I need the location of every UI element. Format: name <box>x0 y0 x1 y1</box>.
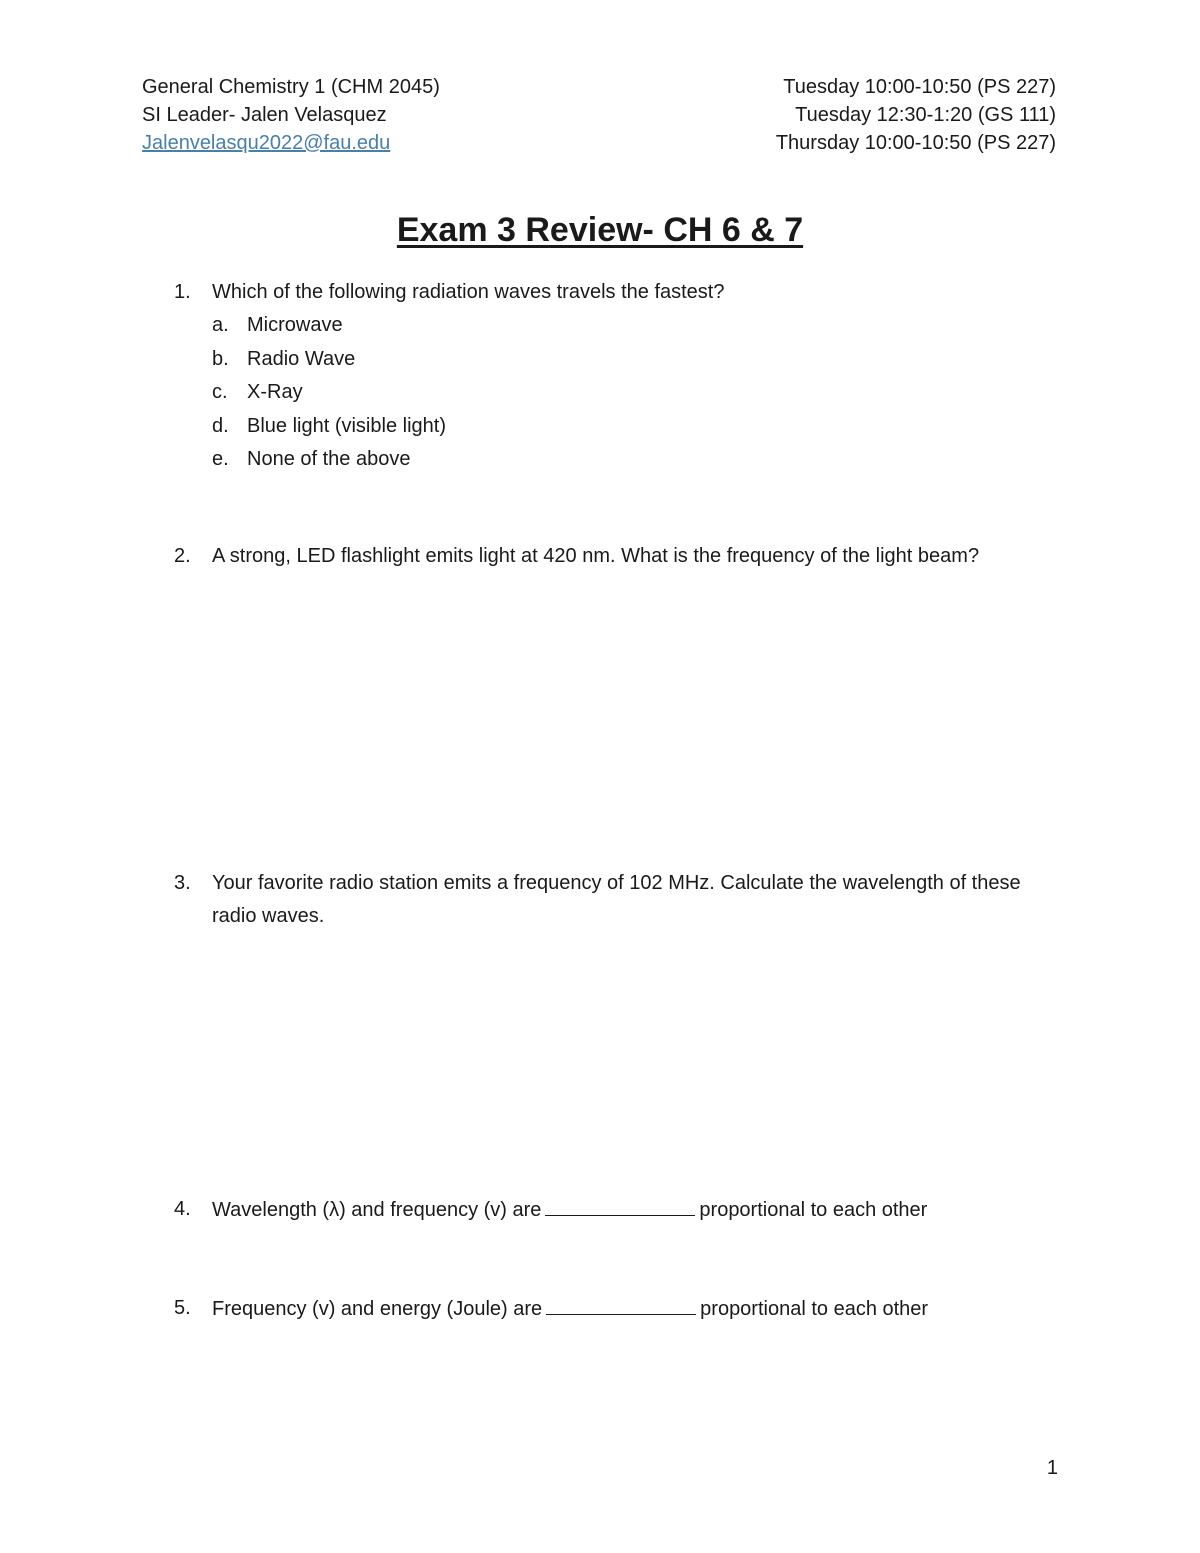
option-letter: c. <box>212 381 228 403</box>
course-name: General Chemistry 1 (CHM 2045) <box>142 76 440 98</box>
option-text: Blue light (visible light) <box>247 414 446 437</box>
question-number: 4. <box>174 1198 191 1220</box>
question-text: Your favorite radio station emits a frequency of 102 MHz. Calculate the wavelength of these radio waves. <box>212 872 1021 927</box>
question-text: A strong, LED flashlight emits light at 420 nm. What is the frequency of the light beam? <box>212 545 980 567</box>
option-letter: d. <box>212 414 229 437</box>
answer-blank[interactable] <box>546 1292 696 1315</box>
page-title: Exam 3 Review- CH 6 & 7 <box>396 211 804 249</box>
question-text-after: proportional to each other <box>699 1199 928 1221</box>
option-text: None of the above <box>247 448 411 470</box>
session-2: Tuesday 12:30-1:20 (GS 111) <box>795 104 1056 126</box>
session-1: Tuesday 10:00-10:50 (PS 227) <box>783 76 1056 98</box>
option-text: Microwave <box>247 314 343 336</box>
option-text: X-Ray <box>247 381 303 403</box>
question-text <box>212 1292 1052 1326</box>
email-link[interactable]: Jalenvelasqu2022@fau.edu <box>142 132 391 154</box>
question-number: 5. <box>174 1297 191 1319</box>
option-letter: b. <box>212 347 229 370</box>
option-a <box>0 309 1200 343</box>
option-d <box>0 410 1200 444</box>
question-number: 2. <box>174 545 191 567</box>
option-letter: a. <box>212 314 229 336</box>
question-number: 3. <box>174 872 191 894</box>
option-text: Radio Wave <box>247 347 356 370</box>
option-e <box>0 443 1200 477</box>
question-text: Which of the following radiation waves travels the fastest? <box>212 281 725 303</box>
question-text-after: proportional to each other <box>700 1298 929 1320</box>
header-right <box>776 73 1056 157</box>
page-number: 1 <box>1046 1457 1058 1479</box>
question-1-options <box>0 309 1200 477</box>
header-left <box>142 73 440 157</box>
question-number: 1. <box>174 281 191 303</box>
question-text-before: Wavelength (λ) and frequency (v) are <box>212 1199 542 1221</box>
option-b <box>0 343 1200 377</box>
question-text-before: Frequency (v) and energy (Joule) are <box>212 1298 543 1320</box>
question-text <box>212 1193 1052 1227</box>
option-letter: e. <box>212 448 229 470</box>
option-c <box>0 376 1200 410</box>
si-leader: SI Leader- Jalen Velasquez <box>142 104 387 126</box>
answer-blank[interactable] <box>545 1193 695 1216</box>
session-3: Thursday 10:00-10:50 (PS 227) <box>775 132 1056 154</box>
